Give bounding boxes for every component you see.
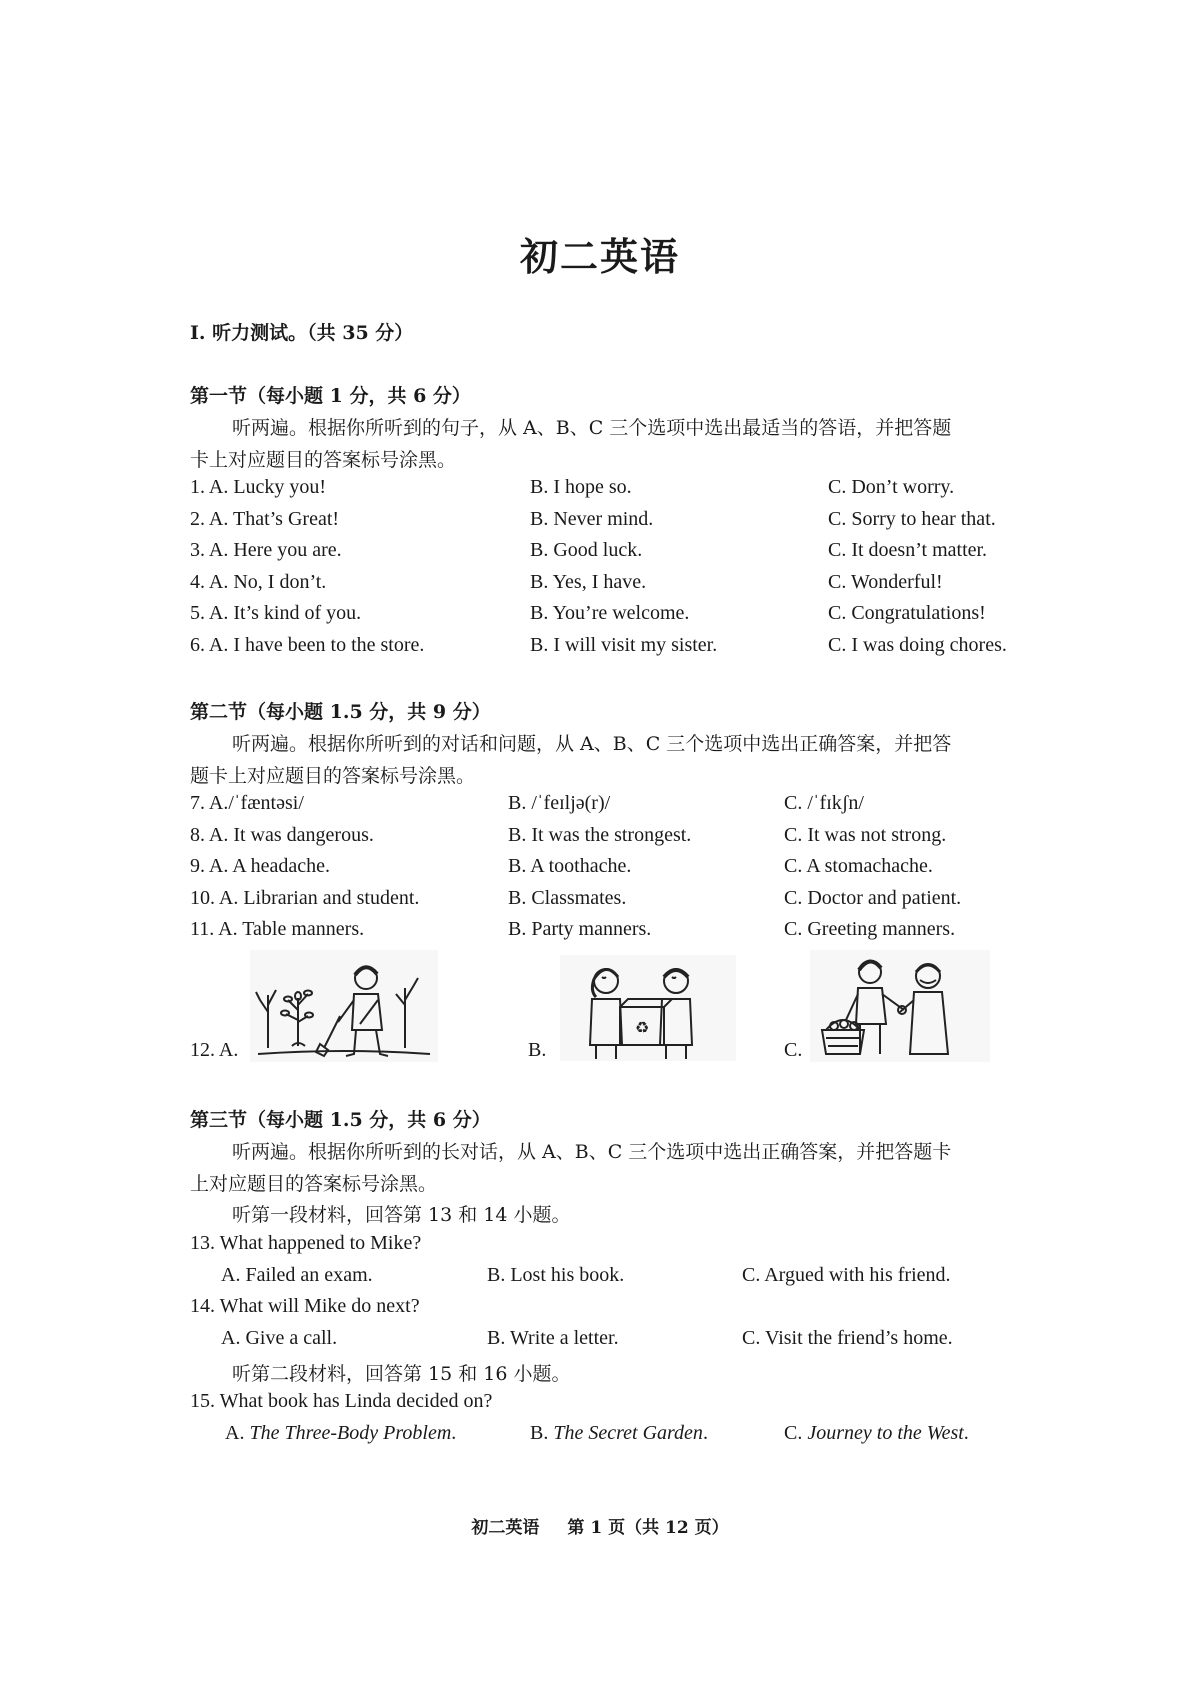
section3-material2-note: 听第二段材料，回答第 15 和 16 小题。 <box>232 1363 571 1385</box>
q12-picture-b-recycling-box <box>560 955 736 1061</box>
section1-instruction-line2: 卡上对应题目的答案标号涂黑。 <box>190 449 457 471</box>
q15-option-c <box>784 1422 969 1445</box>
q11-option-a: 11. A. Table manners. <box>190 918 365 940</box>
q12-picture-c-helping-elderly <box>810 950 990 1062</box>
q8-option-b: B. It was the strongest. <box>508 824 692 846</box>
q15-option-a <box>225 1422 456 1445</box>
q3-option-a: 3. A. Here you are. <box>190 539 342 561</box>
q13-stem: 13. What happened to Mike? <box>190 1232 422 1254</box>
q13-option-c: C. Argued with his friend. <box>742 1264 951 1286</box>
q15-option-b-book-title: The Secret Garden <box>553 1422 703 1444</box>
q8-option-c: C. It was not strong. <box>784 824 947 846</box>
section1-heading: 第一节（每小题 1 分，共 6 分） <box>190 385 471 407</box>
q13-option-b: B. Lost his book. <box>487 1264 625 1286</box>
q15-option-b <box>530 1422 708 1445</box>
q9-option-b: B. A toothache. <box>508 855 632 877</box>
q13-option-a: A. Failed an exam. <box>221 1264 373 1286</box>
q3-option-c: C. It doesn’t matter. <box>828 539 988 561</box>
section3-instruction-line1: 听两遍。根据你所听到的长对话，从 A、B、C 三个选项中选出正确答案，并把答题卡 <box>232 1141 952 1163</box>
q15-option-c-letter: C. <box>784 1422 808 1444</box>
section3-material1-note: 听第一段材料，回答第 13 和 14 小题。 <box>232 1204 571 1226</box>
q12-label-b: B. <box>528 1039 547 1061</box>
q6-option-a: 6. A. I have been to the store. <box>190 634 425 656</box>
q14-option-c: C. Visit the friend’s home. <box>742 1327 953 1349</box>
section3-instruction-line2: 上对应题目的答案标号涂黑。 <box>190 1173 438 1195</box>
section1-instruction-line1: 听两遍。根据你所听到的句子，从 A、B、C 三个选项中选出最适当的答语，并把答题 <box>232 417 952 439</box>
q10-option-a: 10. A. Librarian and student. <box>190 887 420 909</box>
q4-option-b: B. Yes, I have. <box>530 571 647 593</box>
q15-option-b-period: . <box>702 1422 708 1444</box>
q15-option-a-period: . <box>451 1422 457 1444</box>
section2-heading: 第二节（每小题 1.5 分，共 9 分） <box>190 701 491 723</box>
q14-option-a: A. Give a call. <box>221 1327 338 1349</box>
q10-option-c: C. Doctor and patient. <box>784 887 962 909</box>
q7-option-c: C. /ˈfɪkʃn/ <box>784 792 864 814</box>
q15-option-a-letter: A. <box>225 1422 250 1444</box>
q15-stem: 15. What book has Linda decided on? <box>190 1390 493 1412</box>
svg-text:♻: ♻ <box>634 1018 650 1037</box>
q15-option-c-period: . <box>963 1422 969 1444</box>
q9-option-a: 9. A. A headache. <box>190 855 330 877</box>
q12-picture-a-planting-tree <box>250 950 438 1062</box>
q2-option-c: C. Sorry to hear that. <box>828 508 996 530</box>
q11-option-c: C. Greeting manners. <box>784 918 956 940</box>
q11-option-b: B. Party manners. <box>508 918 652 940</box>
q5-option-b: B. You’re welcome. <box>530 602 690 624</box>
q15-option-c-book-title: Journey to the West <box>807 1422 964 1444</box>
q9-option-c: C. A stomachache. <box>784 855 933 877</box>
q6-option-b: B. I will visit my sister. <box>530 634 718 656</box>
q5-option-a: 5. A. It’s kind of you. <box>190 602 362 624</box>
q7-option-b: B. /ˈfeɪljə(r)/ <box>508 792 611 814</box>
q1-option-c: C. Don’t worry. <box>828 476 955 498</box>
q15-option-a-book-title: The Three-Body Problem <box>249 1422 452 1444</box>
q2-option-b: B. Never mind. <box>530 508 654 530</box>
q6-option-c: C. I was doing chores. <box>828 634 1007 656</box>
q15-option-b-letter: B. <box>530 1422 554 1444</box>
q12-label-c: C. <box>784 1039 803 1061</box>
q5-option-c: C. Congratulations! <box>828 602 986 624</box>
part1-heading: I. 听力测试。（共 35 分） <box>190 322 414 344</box>
section2-instruction-line2: 题卡上对应题目的答案标号涂黑。 <box>190 765 476 787</box>
q14-stem: 14. What will Mike do next? <box>190 1295 420 1317</box>
q3-option-b: B. Good luck. <box>530 539 643 561</box>
q2-option-a: 2. A. That’s Great! <box>190 508 340 530</box>
q7-option-a: 7. A./ˈfæntəsi/ <box>190 792 304 814</box>
section2-instruction-line1: 听两遍。根据你所听到的对话和问题，从 A、B、C 三个选项中选出正确答案，并把答 <box>232 733 952 755</box>
q4-option-a: 4. A. No, I don’t. <box>190 571 327 593</box>
section3-heading: 第三节（每小题 1.5 分，共 6 分） <box>190 1109 491 1131</box>
footer-page-number: 第 1 页（共 12 页） <box>567 1518 729 1538</box>
q1-option-b: B. I hope so. <box>530 476 632 498</box>
q10-option-b: B. Classmates. <box>508 887 627 909</box>
q8-option-a: 8. A. It was dangerous. <box>190 824 374 846</box>
q12-label-a: 12. A. <box>190 1039 239 1061</box>
page-title: 初二英语 <box>519 234 680 279</box>
page-footer <box>0 1513 1200 1538</box>
q14-option-b: B. Write a letter. <box>487 1327 619 1349</box>
q4-option-c: C. Wonderful! <box>828 571 943 593</box>
q1-option-a: 1. A. Lucky you! <box>190 476 327 498</box>
footer-subject: 初二英语 <box>471 1518 540 1538</box>
